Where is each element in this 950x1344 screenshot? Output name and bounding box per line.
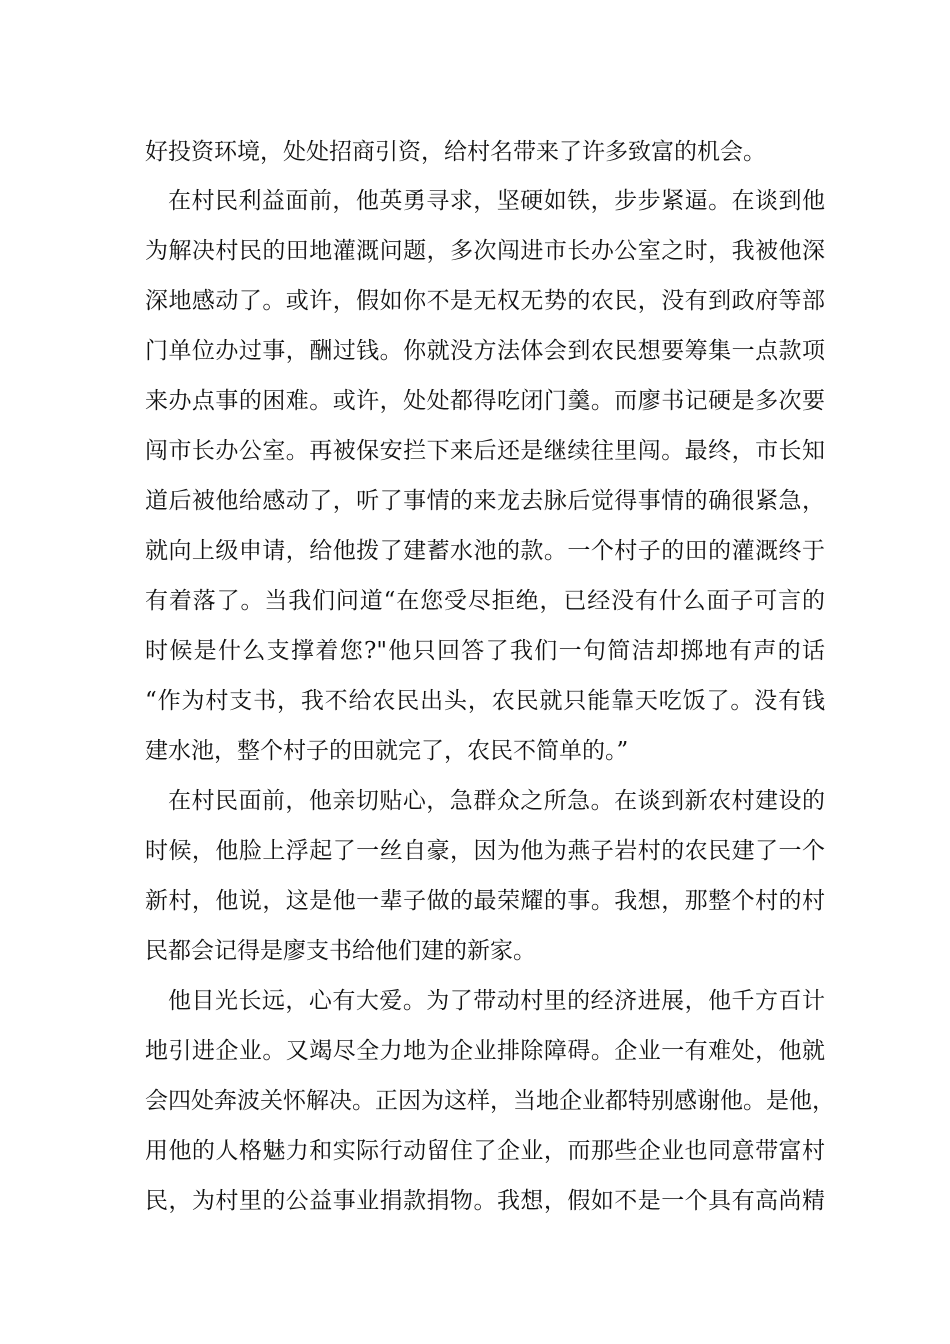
- text-line: 来办点事的困难。或许，处处都得吃闭门羹。而廖书记硬是多次要: [145, 388, 825, 414]
- text-line: 道后被他给感动了，听了事情的来龙去脉后觉得事情的确很紧急，: [145, 488, 825, 514]
- paragraph-first-line: 在村民面前，他亲切贴心，急群众之所急。在谈到新农村建设的: [168, 788, 825, 814]
- text-line: 门单位办过事，酬过钱。你就没方法体会到农民想要筹集一点款项: [145, 338, 825, 364]
- text-line: 会四处奔波关怀解决。正因为这样，当地企业都特别感谢他。是他，: [145, 1088, 835, 1114]
- text-line: 为解决村民的田地灌溉问题，多次闯进市长办公室之时，我被他深: [145, 238, 825, 264]
- text-line: 地引进企业。又竭尽全力地为企业排除障碍。企业一有难处，他就: [145, 1038, 825, 1064]
- text-line: 民都会记得是廖支书给他们建的新家。: [145, 938, 536, 964]
- text-line: 时候，他脸上浮起了一丝自豪，因为他为燕子岩村的农民建了一个: [145, 838, 825, 864]
- text-line: 有着落了。当我们问道“在您受尽拒绝，已经没有什么面子可言的: [145, 588, 825, 614]
- text-line: 就向上级申请，给他拨了建蓄水池的款。一个村子的田的灌溉终于: [145, 538, 825, 564]
- text-line: 闯市长办公室。再被保安拦下来后还是继续往里闯。最终，市长知: [145, 438, 825, 464]
- paragraph-first-line: 他目光长远，心有大爱。为了带动村里的经济进展，他千方百计: [168, 988, 825, 1014]
- text-line: 好投资环境，处处招商引资，给村名带来了许多致富的机会。: [145, 139, 766, 165]
- text-line: “作为村支书，我不给农民出头，农民就只能靠天吃饭了。没有钱: [145, 688, 825, 714]
- text-line: 深地感动了。或许，假如你不是无权无势的农民，没有到政府等部: [145, 288, 825, 314]
- text-line: 用他的人格魅力和实际行动留住了企业，而那些企业也同意带富村: [145, 1138, 825, 1164]
- text-line: 建水池，整个村子的田就完了，农民不简单的。”: [145, 738, 629, 764]
- text-line: 民，为村里的公益事业捐款捐物。我想，假如不是一个具有高尚精: [145, 1188, 825, 1214]
- paragraph-first-line: 在村民利益面前，他英勇寻求，坚硬如铁，步步紧逼。在谈到他: [168, 188, 825, 214]
- text-line: 时候是什么支撑着您?"他只回答了我们一句简洁却掷地有声的话: [145, 638, 825, 664]
- text-line: 新村，他说，这是他一辈子做的最荣耀的事。我想，那整个村的村: [145, 888, 825, 914]
